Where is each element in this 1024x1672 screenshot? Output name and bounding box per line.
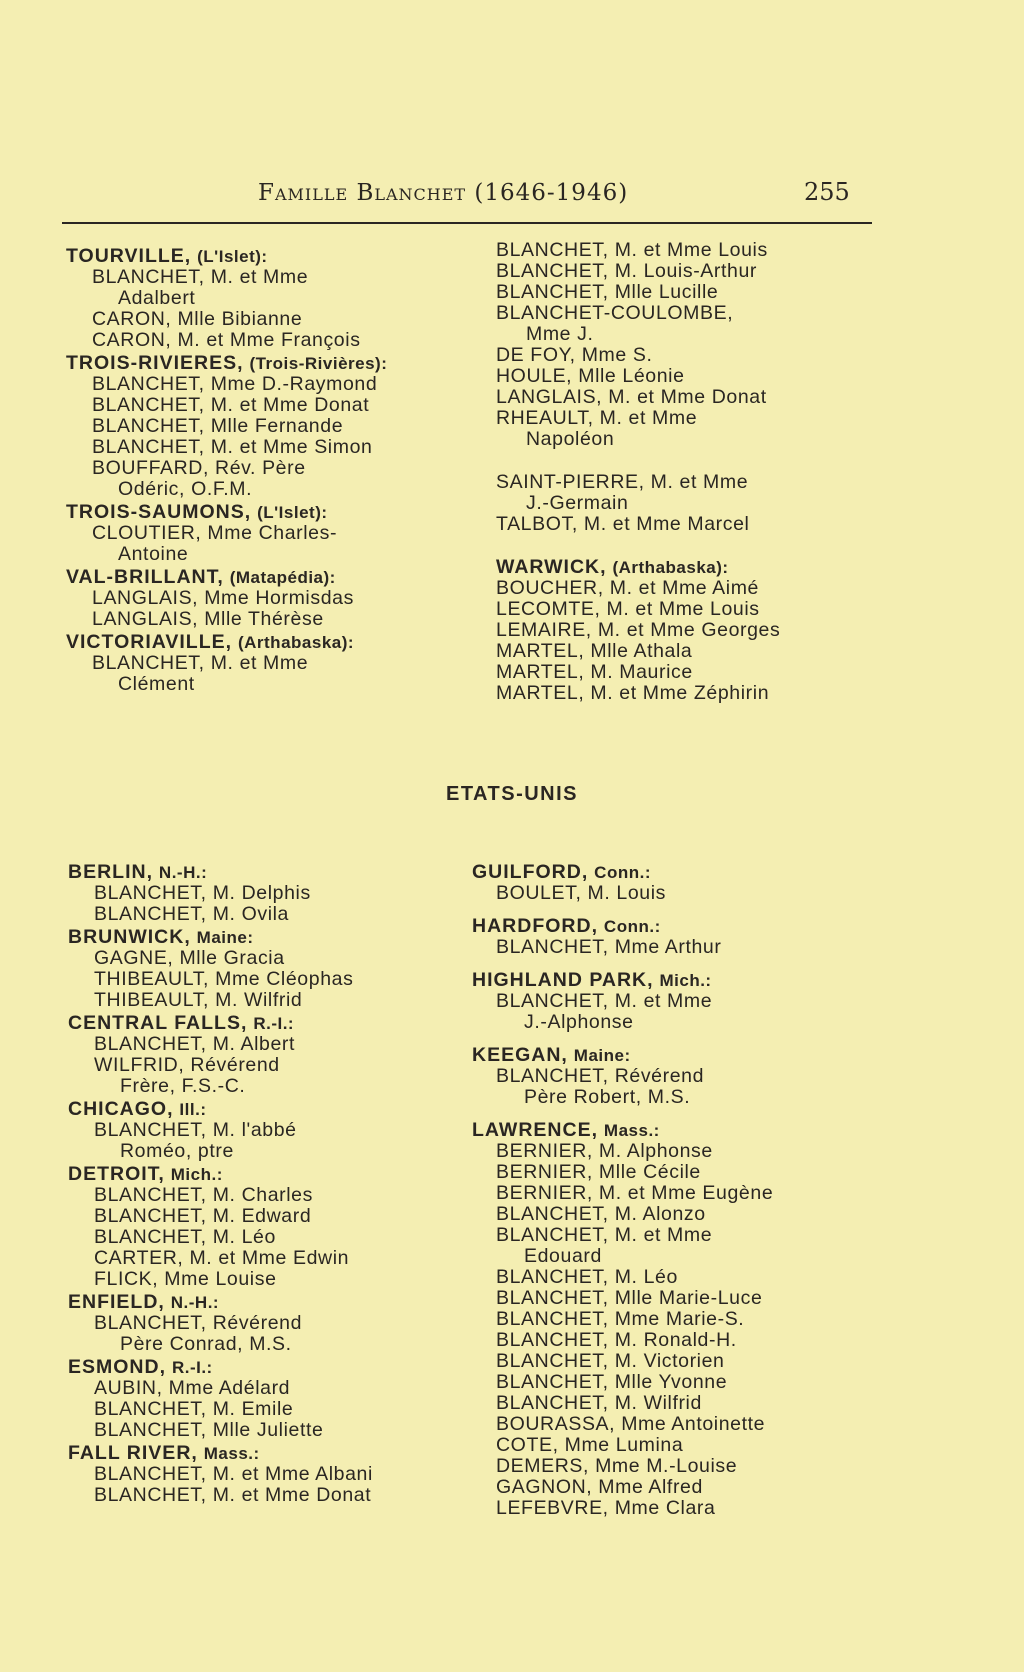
place-name: TROIS-SAUMONS, (66, 501, 252, 523)
place-group (472, 916, 872, 958)
list-entry-continuation: Frère, F.S.-C. (120, 1075, 246, 1097)
list-entry: BLANCHET-COULOMBE, (496, 302, 734, 324)
list-entry: BERNIER, Mlle Cécile (496, 1161, 701, 1183)
place-region: Maine: (196, 928, 254, 947)
place-name: KEEGAN, (472, 1044, 568, 1066)
list-entry: LEMAIRE, M. et Mme Georges (496, 619, 781, 641)
place-group (68, 862, 458, 925)
list-entry: BERNIER, M. et Mme Eugène (496, 1182, 774, 1204)
place-name: HIGHLAND PARK, (472, 969, 654, 991)
header-rule (62, 222, 872, 224)
place-region: Mass.: (603, 1121, 660, 1140)
us-right-column (472, 862, 872, 1521)
place-name: CHICAGO, (68, 1098, 174, 1120)
place-region: Conn.: (603, 917, 661, 936)
list-entry: BLANCHET, M. et Mme Louis (496, 239, 768, 261)
place-heading (472, 862, 872, 883)
place-group (472, 1045, 872, 1108)
place-name: FALL RIVER, (68, 1442, 198, 1464)
list-entry: BLANCHET, M. l'abbé (94, 1119, 297, 1141)
list-entry: BLANCHET, M. Albert (94, 1033, 296, 1055)
place-name: VAL-BRILLANT, (66, 566, 224, 588)
list-entry: BLANCHET, M. Ovila (94, 903, 290, 925)
list-entry-continuation: J.-Alphonse (524, 1011, 634, 1033)
place-heading (496, 557, 876, 578)
list-entry: BLANCHET, M. et Mme (496, 990, 713, 1012)
place-heading (472, 1120, 872, 1141)
list-entry: BLANCHET, Mlle Fernande (92, 415, 344, 437)
list-entry: LANGLAIS, Mme Hormisdas (92, 587, 354, 609)
list-entry: BOURASSA, Mme Antoinette (496, 1413, 766, 1435)
place-region: (Matapédia): (229, 568, 336, 587)
place-group (68, 1292, 458, 1355)
place-heading (66, 353, 456, 374)
place-region: R.-I.: (253, 1014, 295, 1033)
list-entry: BLANCHET, M. et Mme Simon (92, 436, 373, 458)
list-entry: BLANCHET, M. Delphis (94, 882, 311, 904)
place-region: (Arthabaska): (612, 558, 729, 577)
place-group (68, 927, 458, 1011)
page-number: 255 (804, 178, 850, 206)
list-entry-continuation: Antoine (118, 543, 189, 565)
list-entry: BLANCHET, Mlle Marie-Luce (496, 1287, 763, 1309)
place-name: ESMOND, (68, 1356, 167, 1378)
list-entry: BLANCHET, M. Charles (94, 1184, 313, 1206)
place-name: TROIS-RIVIERES, (66, 352, 244, 374)
list-entry: BLANCHET, Mlle Lucille (496, 281, 719, 303)
place-region: (Arthabaska): (237, 633, 355, 652)
place-region: (L'Islet): (257, 503, 328, 522)
list-entry: BLANCHET, Mme Marie-S. (496, 1308, 745, 1330)
place-heading (68, 1443, 458, 1464)
spacer (496, 450, 876, 472)
place-region: N.-H.: (158, 863, 208, 882)
place-heading (68, 1013, 458, 1034)
place-region: N.-H.: (170, 1293, 220, 1312)
list-entry-continuation: Clément (118, 673, 195, 695)
page-header (0, 176, 1024, 216)
place-region: (Trois-Rivières): (249, 354, 388, 373)
list-entry: BLANCHET, M. et Mme Albani (94, 1463, 373, 1485)
list-entry-continuation: Edouard (524, 1245, 602, 1267)
list-entry: BLANCHET, Révérend (496, 1065, 705, 1087)
place-name: BRUNWICK, (68, 926, 191, 948)
list-entry: LANGLAIS, Mlle Thérèse (92, 608, 324, 630)
canada-left-column (66, 246, 456, 697)
place-group (472, 862, 872, 904)
list-entry: BLANCHET, Mme Arthur (496, 936, 722, 958)
place-region: Ill.: (179, 1100, 207, 1119)
list-entry: THIBEAULT, Mme Cléophas (94, 968, 354, 990)
us-left-column (68, 862, 458, 1508)
canada-right-block-1 (496, 240, 876, 450)
canada-right-group (496, 557, 876, 704)
place-heading (472, 1045, 872, 1066)
list-entry: GAGNON, Mme Alfred (496, 1476, 703, 1498)
list-entry: FLICK, Mme Louise (94, 1268, 277, 1290)
list-entry: BLANCHET, M. Ronald-H. (496, 1329, 737, 1351)
place-region: Maine: (573, 1046, 631, 1065)
list-entry: BLANCHET, M. Alonzo (496, 1203, 706, 1225)
list-entry: BOULET, M. Louis (496, 882, 666, 904)
list-entry: MARTEL, Mlle Athala (496, 640, 693, 662)
place-region: Conn.: (594, 863, 651, 882)
list-entry: SAINT-PIERRE, M. et Mme (496, 471, 749, 493)
place-group (66, 353, 456, 500)
place-region: Mass.: (203, 1444, 260, 1463)
list-entry: BLANCHET, Mlle Yvonne (496, 1371, 728, 1393)
list-entry-continuation: Napoléon (526, 428, 615, 450)
list-entry-continuation: Adalbert (118, 287, 196, 309)
place-heading (66, 502, 456, 523)
place-name: CENTRAL FALLS, (68, 1012, 248, 1034)
place-group (66, 567, 456, 630)
place-heading (66, 632, 456, 653)
canada-right-block-2 (496, 472, 876, 535)
list-entry: MARTEL, M. et Mme Zéphirin (496, 682, 770, 704)
place-group (68, 1013, 458, 1097)
list-entry: BLANCHET, M. et Mme (92, 266, 309, 288)
list-entry: HOULE, Mlle Léonie (496, 365, 685, 387)
running-title: Famille Blanchet (1646-1946) (258, 180, 629, 206)
list-entry: WILFRID, Révérend (94, 1054, 280, 1076)
list-entry: CARON, Mlle Bibianne (92, 308, 303, 330)
list-entry-continuation: Père Conrad, M.S. (120, 1333, 292, 1355)
list-entry: THIBEAULT, M. Wilfrid (94, 989, 303, 1011)
place-group (66, 632, 456, 695)
place-group (66, 502, 456, 565)
list-entry: BLANCHET, M. Emile (94, 1398, 294, 1420)
place-name: WARWICK, (496, 556, 607, 578)
list-entry: BLANCHET, M. et Mme (92, 652, 309, 674)
place-heading (66, 567, 456, 588)
list-entry: BLANCHET, Révérend (94, 1312, 303, 1334)
place-name: DETROIT, (68, 1163, 165, 1185)
place-name: HARDFORD, (472, 915, 598, 937)
list-entry-continuation: Odéric, O.F.M. (118, 478, 253, 500)
place-group (472, 970, 872, 1033)
place-region: (L'Islet): (197, 247, 268, 266)
list-entry: BERNIER, M. Alphonse (496, 1140, 713, 1162)
list-entry: CARTER, M. et Mme Edwin (94, 1247, 350, 1269)
place-heading (68, 927, 458, 948)
list-entry: DE FOY, Mme S. (496, 344, 653, 366)
place-name: GUILFORD, (472, 861, 589, 883)
list-entry: BOUCHER, M. et Mme Aimé (496, 577, 760, 599)
place-heading (472, 970, 872, 991)
place-heading (66, 246, 456, 267)
place-region: Mich.: (659, 971, 712, 990)
place-heading (472, 916, 872, 937)
list-entry: CLOUTIER, Mme Charles- (92, 522, 338, 544)
list-entry: BLANCHET, M. Victorien (496, 1350, 725, 1372)
place-group (68, 1357, 458, 1441)
place-heading (68, 862, 458, 883)
place-group (68, 1099, 458, 1162)
place-name: TOURVILLE, (66, 245, 192, 267)
list-entry: LANGLAIS, M. et Mme Donat (496, 386, 767, 408)
place-heading (68, 1357, 458, 1378)
list-entry: BOUFFARD, Rév. Père (92, 457, 306, 479)
list-entry: BLANCHET, M. et Mme Donat (92, 394, 370, 416)
list-entry: BLANCHET, M. et Mme Donat (94, 1484, 372, 1506)
list-entry: BLANCHET, M. et Mme (496, 1224, 713, 1246)
list-entry: TALBOT, M. et Mme Marcel (496, 513, 750, 535)
place-heading (68, 1292, 458, 1313)
list-entry: BLANCHET, M. Louis-Arthur (496, 260, 757, 282)
place-group (472, 1120, 872, 1519)
spacer (496, 535, 876, 557)
list-entry: BLANCHET, M. Wilfrid (496, 1392, 702, 1414)
list-entry: DEMERS, Mme M.-Louise (496, 1455, 738, 1477)
list-entry: BLANCHET, M. Léo (496, 1266, 678, 1288)
list-entry: BLANCHET, M. Edward (94, 1205, 312, 1227)
list-entry: MARTEL, M. Maurice (496, 661, 693, 683)
canada-right-column (496, 240, 876, 706)
list-entry: COTE, Mme Lumina (496, 1434, 684, 1456)
place-group (68, 1164, 458, 1290)
place-group (496, 557, 876, 704)
list-entry: RHEAULT, M. et Mme (496, 407, 698, 429)
list-entry: LECOMTE, M. et Mme Louis (496, 598, 760, 620)
place-group (68, 1443, 458, 1506)
list-entry: BLANCHET, Mlle Juliette (94, 1419, 324, 1441)
place-name: BERLIN, (68, 861, 153, 883)
place-name: VICTORIAVILLE, (66, 631, 233, 653)
list-entry-continuation: J.-Germain (526, 492, 629, 514)
place-region: Mich.: (170, 1165, 223, 1184)
list-entry: BLANCHET, Mme D.-Raymond (92, 373, 378, 395)
list-entry-continuation: Mme J. (526, 323, 594, 345)
list-entry: LEFEBVRE, Mme Clara (496, 1497, 716, 1519)
place-group (66, 246, 456, 351)
list-entry: BLANCHET, M. Léo (94, 1226, 276, 1248)
list-entry-continuation: Roméo, ptre (120, 1140, 234, 1162)
place-name: ENFIELD, (68, 1291, 165, 1313)
list-entry: GAGNE, Mlle Gracia (94, 947, 285, 969)
list-entry: AUBIN, Mme Adélard (94, 1377, 291, 1399)
place-name: LAWRENCE, (472, 1119, 598, 1141)
list-entry-continuation: Père Robert, M.S. (524, 1086, 691, 1108)
place-heading (68, 1164, 458, 1185)
section-title: ETATS-UNIS (445, 783, 579, 805)
place-heading (68, 1099, 458, 1120)
place-region: R.-I.: (171, 1358, 213, 1377)
list-entry: CARON, M. et Mme François (92, 329, 361, 351)
